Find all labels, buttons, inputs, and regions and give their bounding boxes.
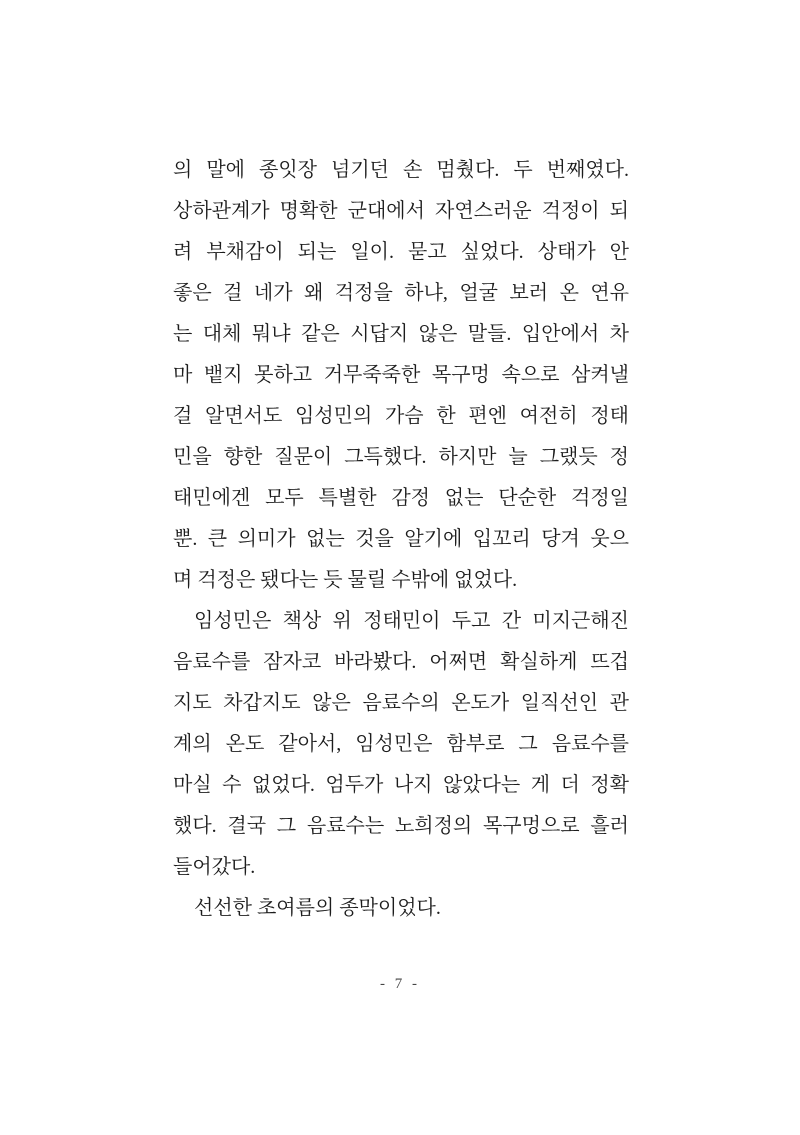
text-line: 는 대체 뭐냐 같은 시답지 않은 말들. 입안에서 차	[173, 323, 629, 345]
paragraph	[173, 601, 629, 888]
page-text	[173, 150, 629, 929]
text-line: 뿐. 큰 의미가 없는 것을 알기에 입꼬리 당겨 웃으	[173, 528, 629, 550]
text-line: 계의 온도 같아서, 임성민은 함부로 그 음료수를	[173, 733, 629, 755]
text-line: 태민에겐 모두 특별한 감정 없는 단순한 걱정일	[173, 487, 629, 509]
text-line: 했다. 결국 그 음료수는 노희정의 목구멍으로 흘러	[173, 815, 629, 837]
text-line: 걸 알면서도 임성민의 가슴 한 편엔 여전히 정태	[173, 405, 629, 427]
text-line: 임성민은 책상 위 정태민이 두고 간 미지근해진	[194, 610, 629, 632]
text-line: 며 걱정은 됐다는 듯 물릴 수밖에 없었다.	[173, 569, 518, 591]
text-line: 의 말에 종잇장 넘기던 손 멈췄다. 두 번째였다.	[173, 159, 629, 181]
paragraph	[173, 888, 629, 929]
text-line: 려 부채감이 되는 일이. 묻고 싶었다. 상태가 안	[173, 241, 629, 263]
text-line: 마 뱉지 못하고 거무죽죽한 목구멍 속으로 삼켜낼	[173, 364, 629, 386]
text-line: 선선한 초여름의 종막이었다.	[194, 897, 441, 919]
paragraph	[173, 150, 629, 601]
text-line: 음료수를 잠자코 바라봤다. 어쩌면 확실하게 뜨겁	[173, 651, 629, 673]
text-line: 좋은 걸 네가 왜 걱정을 하냐, 얼굴 보러 온 연유	[173, 282, 629, 304]
text-line: 지도 차갑지도 않은 음료수의 온도가 일직선인 관	[173, 692, 629, 714]
text-line: 상하관계가 명확한 군대에서 자연스러운 걱정이 되	[173, 200, 629, 222]
page-number: - 7 -	[380, 976, 420, 992]
text-line: 민을 향한 질문이 그득했다. 하지만 늘 그랬듯 정	[173, 446, 629, 468]
text-line: 마실 수 없었다. 엄두가 나지 않았다는 게 더 정확	[173, 774, 629, 796]
text-line: 들어갔다.	[173, 856, 256, 878]
